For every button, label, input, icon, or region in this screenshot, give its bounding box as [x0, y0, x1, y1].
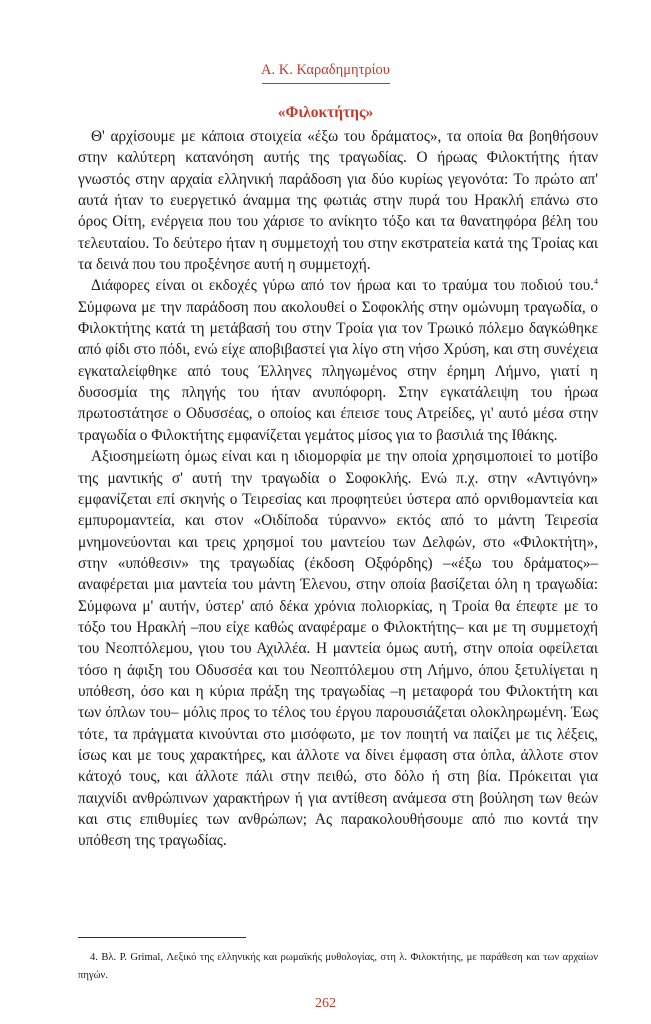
- running-header: Α. Κ. Καραδημητρίου: [261, 62, 390, 78]
- header-underline: [262, 83, 390, 84]
- footnote: 4. Βλ. P. Grimal, Λεξικό της ελληνικής και ρωμαϊκής μυθολογίας, στη λ. Φιλοκτήτης, με παράθεση και των αρχαίων πηγών.: [78, 952, 598, 981]
- paragraph-2-rest: Σύμφωνα με την παράδοση που ακολουθεί ο Σοφοκλής στην ομώνυμη τραγωδία, ο Φιλοκτήτης κατά τη μετάβασή του στην Τροία για τον Τρωικό πόλεμο δαγκώθηκε από φίδι στο πόδι, ενώ είχε αποβιβαστεί για λίγο στη νήσο Χρύση, και στη συνέχεια εγκαταλείφθηκε από τους Έλληνες πληγωμένος στην έρημη Λήμνο, γιατί η δυσοσμία της πληγής του ήταν ανυπόφορη. Στην εγκατάλειψη του ήρωα πρωτοστάτησε ο Οδυσσέας, ο οποίος και έπεισε τους Ατρείδες, γι' αυτό μέσα στην τραγωδία ο Φιλοκτήτης εμφανίζεται γεμάτος μίσος για το βασιλιά της Ιθάκης.: [78, 298, 598, 444]
- paragraph-3: Αξιοσημείωτη όμως είναι και η ιδιομορφία με την οποία χρησιμοποιεί το μοτίβο της μαντικής σ' αυτή την τραγωδία ο Σοφοκλής. Ενώ π.χ. στην «Αντιγόνη» εμφανίζεται επί σκηνής ο Τειρεσίας και προφητεύει ύστερα από ορνιθομαντεία και εμπυρομαντεία, και στον «Οιδίποδα τύραννο» εκτός από το μάντη Τειρεσία μνημονεύονται και τρεις χρησμοί του μαντείου των Δελφών, στο «Φιλοκτήτη», στην «υπόθεσιν» της τραγωδίας (έκδοση Οξφόρδης) –«έξω του δράματος»– αναφέρεται μια μαντεία του μάντη Έλενου, στην οποία βασίζεται όλη η τραγωδία: Σύμφωνα μ' αυτήν, ύστερ' από δέκα χρόνια πολιορκίας, η Τροία θα έπεφτε με το τόξο του Ηρακλή –που είχε καθώς αναφέραμε ο Φιλοκτήτης– και με τη συμμετοχή του Νεοπτόλεμου, γιου του Αχιλλέα. Η μαντεία όμως αυτή, στην οποία οφείλεται τόσο η άφιξη του Οδυσσέα και του Νεοπτόλεμου στη Λήμνο, όπου ξετυλίγεται η υπόθεση, όσο και η κύρια πράξη της τραγωδίας –η μεταφορά του Φιλοκτήτη και των όπλων του– μόλις προς το τέλος του έργου παρουσιάζεται ολοκληρωμένη. Έως τότε, τα πράγματα κινούνται στο μισόφωτο, με τον ποιητή να παίζει με τις λέξεις, ίσως και με τους χαρακτήρες, και άλλοτε να δίνει έμφαση στα όπλα, άλλοτε στον κάτοχό τους, και άλλοτε πάλι στην πειθώ, στο δόλο ή στη βία. Πρόκειται για παιχνίδι ανθρώπινων χαρακτήρων ή για αντίθεση ανάμεσα στη βούληση των θεών και στις επιθυμίες των ανθρώπων; Ας παρακολουθήσουμε από πιο κοντά την υπόθεση της τραγωδίας.: [78, 448, 598, 850]
- body-text: [78, 126, 598, 852]
- page-number: 262: [315, 996, 336, 1011]
- paragraph-1: Θ' αρχίσουμε με κάποια στοιχεία «έξω του δράματος», τα οποία θα βοηθήσουν στην καλύτερη κατανόηση αυτής της τραγωδίας. Ο ήρωας Φιλοκτήτης ήταν γνωστός στην αρχαία ελληνική παράδοση για δύο κυρίως γεγονότα: Το πρώτο απ' αυτά ήταν το ευεργετικό άναμμα της φωτιάς στην πυρά του Ηρακλή επάνω στο όρος Οίτη, ενέργεια που του χάρισε το ανίκητο τόξο και τα θανατηφόρα βέλη του τελευταίου. Το δεύτερο ήταν η συμμετοχή του στην εκστρατεία κατά της Τροίας και τα δεινά που του προξένησε αυτή η συμμετοχή.: [78, 128, 598, 274]
- footnote-reference[interactable]: 4: [594, 277, 598, 287]
- section-title: «Φιλοκτήτης»: [277, 104, 374, 121]
- paragraph-2-start: Διάφορες είναι οι εκδοχές γύρω από τον ήρωα και το τραύμα του ποδιού του.: [91, 277, 594, 295]
- footnote-divider: [78, 937, 246, 938]
- paragraph-2: [78, 275, 598, 446]
